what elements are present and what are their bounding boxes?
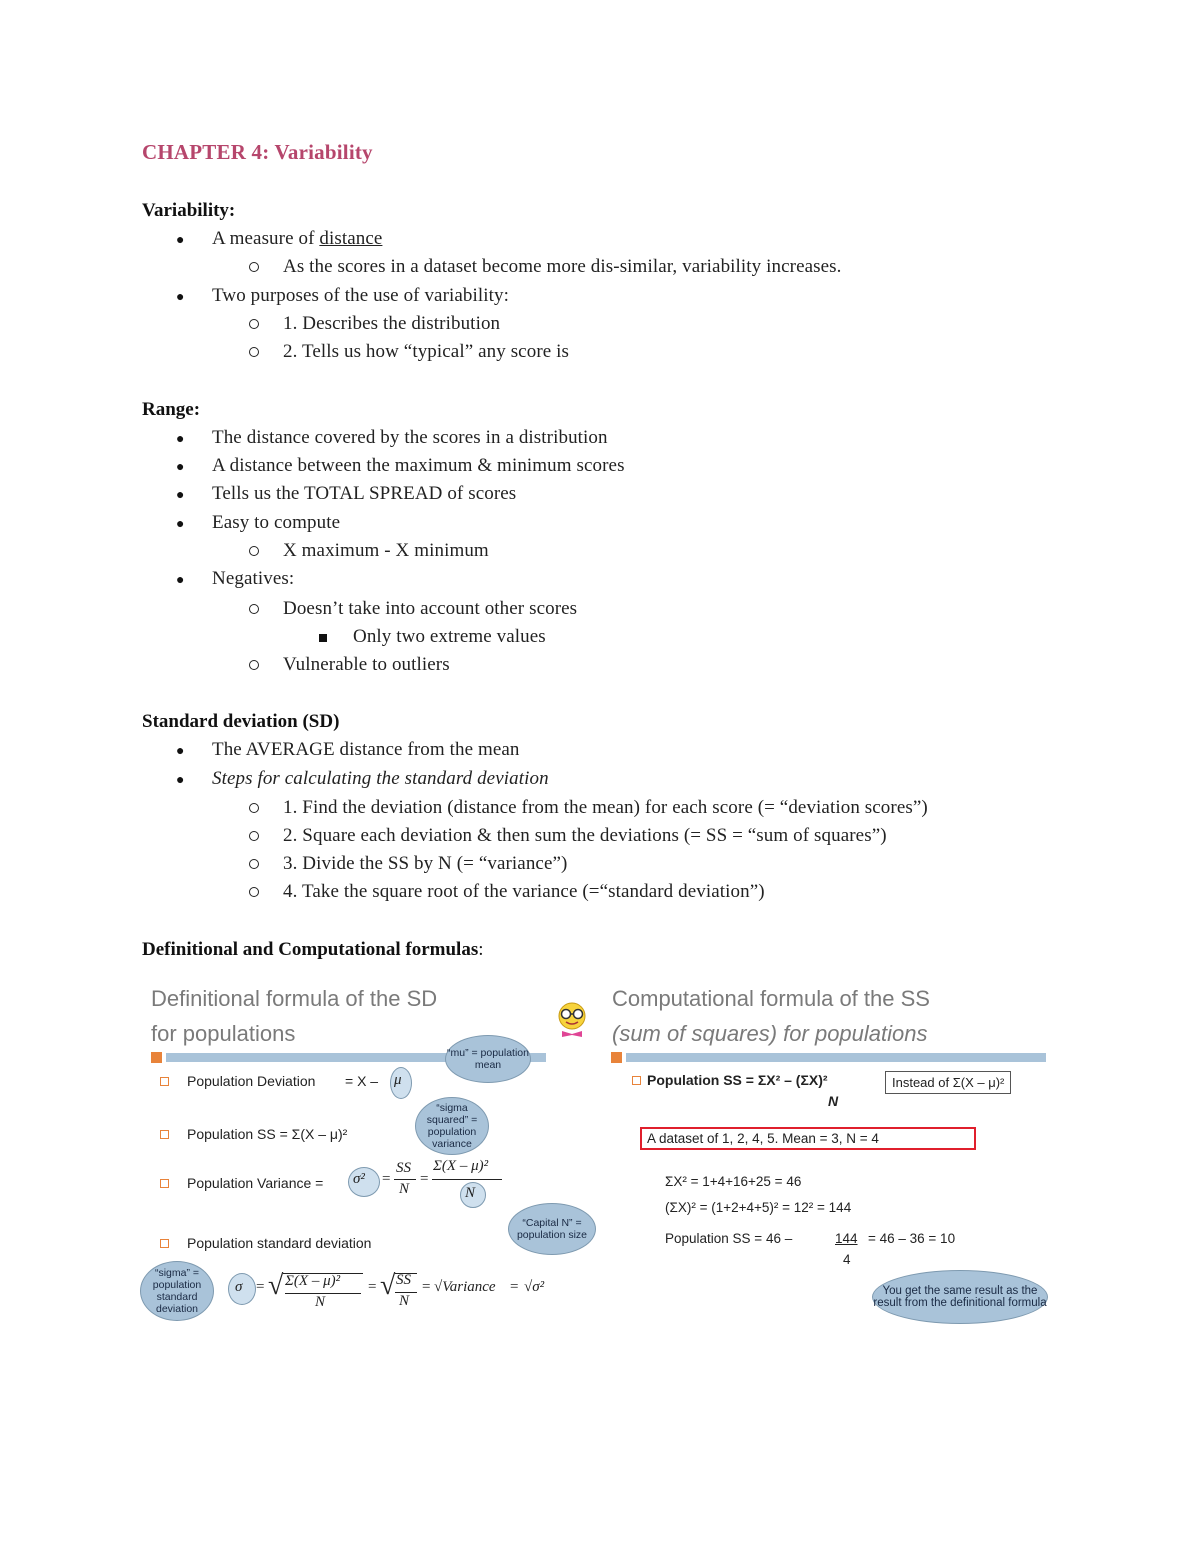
section-heading-range: Range: (142, 399, 201, 420)
sqrt-sigma2: √σ² (524, 1279, 545, 1295)
equals-sign: = (510, 1279, 519, 1295)
slide-bullet-icon (160, 1077, 169, 1086)
calc-sum-x-all-squared: (ΣX)² = (1+2+4+5)² = 12² = 144 (665, 1200, 852, 1215)
section-heading-formulas: Definitional and Computational formulas: (142, 939, 484, 960)
slide-title-right-2: (sum of squares) for populations (612, 1021, 928, 1046)
calc-sum-x-squared: ΣX² = 1+4+16+25 = 46 (665, 1174, 802, 1189)
list-item: X maximum - X minimum (283, 540, 489, 561)
calc-pop-ss-a: Population SS = 46 – (665, 1231, 793, 1246)
circle-bullet-icon (249, 546, 259, 556)
calc-pop-ss-den: 4 (843, 1252, 851, 1267)
equals-sign: = (420, 1171, 429, 1187)
title-band (626, 1053, 1046, 1062)
list-item: 3. Divide the SS by N (= “variance”) (283, 853, 568, 874)
slide-title-left-1: Definitional formula of the SD (151, 986, 438, 1011)
calc-pop-ss-b: = 46 – 36 = 10 (868, 1231, 956, 1246)
circle-bullet-icon (249, 831, 259, 841)
pop-variance-label: Population Variance = (187, 1175, 324, 1191)
pop-deviation-eq: = X – (345, 1073, 379, 1089)
sum-deviation: Σ(X – μ)² (433, 1158, 489, 1174)
list-item: 2. Tells us how “typical” any score is (283, 341, 569, 362)
square-bullet-icon (319, 634, 327, 642)
n-denominator: N (465, 1185, 476, 1201)
callout-same-result: You get the same result as the result from the definitional formula (872, 1270, 1048, 1324)
instead-of-box: Instead of Σ(X – μ)² (885, 1071, 1011, 1094)
slide-bullet-icon (160, 1179, 169, 1188)
slide-title-left-2: for populations (151, 1021, 296, 1046)
bullet-icon: ● (176, 488, 185, 503)
callout-sigma: “sigma” = population standard deviation (140, 1261, 214, 1321)
equals-sign: = (422, 1279, 431, 1295)
slide-bullet-icon (160, 1239, 169, 1248)
formula-slide-figure (140, 980, 1050, 1330)
circle-bullet-icon (249, 660, 259, 670)
sum-deviation: Σ(X – μ)² (285, 1273, 341, 1289)
list-item: Tells us the TOTAL SPREAD of scores (212, 483, 517, 504)
accent-square (151, 1052, 162, 1063)
list-item: Two purposes of the use of variability: (212, 285, 510, 306)
sqrt-variance: √Variance (434, 1279, 496, 1295)
bullet-icon: ● (176, 432, 185, 447)
chapter-title: CHAPTER 4: Variability (142, 140, 373, 164)
n-denominator: N (315, 1294, 326, 1310)
dataset-box: A dataset of 1, 2, 4, 5. Mean = 3, N = 4 (640, 1127, 976, 1150)
fraction-bar (394, 1179, 416, 1180)
list-item: Easy to compute (212, 512, 341, 533)
calc-pop-ss-num: 144 (835, 1231, 858, 1246)
circle-bullet-icon (249, 262, 259, 272)
ss-numerator: SS (396, 1272, 411, 1288)
pop-ss-label: Population SS = Σ(X – μ)² (187, 1126, 348, 1142)
list-item: Negatives: (212, 568, 295, 589)
list-item: The AVERAGE distance from the mean (212, 739, 520, 760)
list-item: 1. Describes the distribution (283, 313, 501, 334)
section-heading-variability: Variability: (142, 200, 236, 221)
circle-bullet-icon (249, 887, 259, 897)
sqrt-sign: √ (268, 1270, 284, 1301)
equals-sign: = (368, 1279, 377, 1295)
slide-title-right-1: Computational formula of the SS (612, 986, 930, 1011)
sqrt-sign: √ (380, 1270, 396, 1301)
bullet-icon: ● (176, 290, 185, 305)
pop-deviation-label: Population Deviation (187, 1073, 316, 1089)
section-heading-sd: Standard deviation (SD) (142, 711, 340, 732)
callout-sigma-squared: “sigma squared” = population variance (415, 1097, 489, 1155)
nerd-face-icon (555, 1000, 589, 1038)
circle-bullet-icon (249, 319, 259, 329)
equals-sign: = (382, 1171, 391, 1187)
right-pop-ss-n: N (828, 1093, 839, 1109)
fraction-bar (432, 1179, 502, 1180)
bullet-icon: ● (176, 460, 185, 475)
circle-bullet-icon (249, 859, 259, 869)
right-pop-ss-formula: Population SS = ΣX² – (ΣX)² (647, 1072, 828, 1088)
n-denominator: N (399, 1181, 410, 1197)
slide-bullet-icon (632, 1076, 641, 1085)
sigma-symbol: σ (235, 1279, 243, 1295)
slide-bullet-icon (160, 1130, 169, 1139)
ss-numerator: SS (396, 1160, 411, 1176)
list-item: The distance covered by the scores in a distribution (212, 427, 608, 448)
list-item: Steps for calculating the standard deviation (212, 768, 549, 789)
circle-bullet-icon (249, 803, 259, 813)
list-item: Vulnerable to outliers (283, 654, 450, 675)
n-denominator: N (399, 1293, 410, 1309)
callout-mu: “mu” = population mean (445, 1035, 531, 1083)
callout-capital-n: “Capital N” = population size (508, 1203, 596, 1255)
list-item: A distance between the maximum & minimum scores (212, 455, 625, 476)
sigma2-symbol: σ² (353, 1171, 365, 1187)
list-item: A measure of distance (212, 228, 383, 249)
bullet-icon: ● (176, 517, 185, 532)
circle-bullet-icon (249, 347, 259, 357)
mu-symbol: μ (394, 1072, 402, 1088)
list-item: Only two extreme values (353, 626, 546, 647)
circle-bullet-icon (249, 604, 259, 614)
bullet-icon: ● (176, 233, 185, 248)
accent-square (611, 1052, 622, 1063)
bullet-icon: ● (176, 573, 185, 588)
list-item: 1. Find the deviation (distance from the mean) for each score (= “deviation scores”) (283, 797, 928, 818)
bullet-icon: ● (176, 744, 185, 759)
pop-sd-label: Population standard deviation (187, 1235, 372, 1251)
list-item: As the scores in a dataset become more dis-similar, variability increases. (283, 256, 842, 277)
list-item: 4. Take the square root of the variance (=“standard deviation”) (283, 881, 765, 902)
list-item: Doesn’t take into account other scores (283, 598, 578, 619)
bullet-icon: ● (176, 773, 185, 788)
list-item: 2. Square each deviation & then sum the deviations (= SS = “sum of squares”) (283, 825, 887, 846)
equals-sign: = (256, 1279, 265, 1295)
